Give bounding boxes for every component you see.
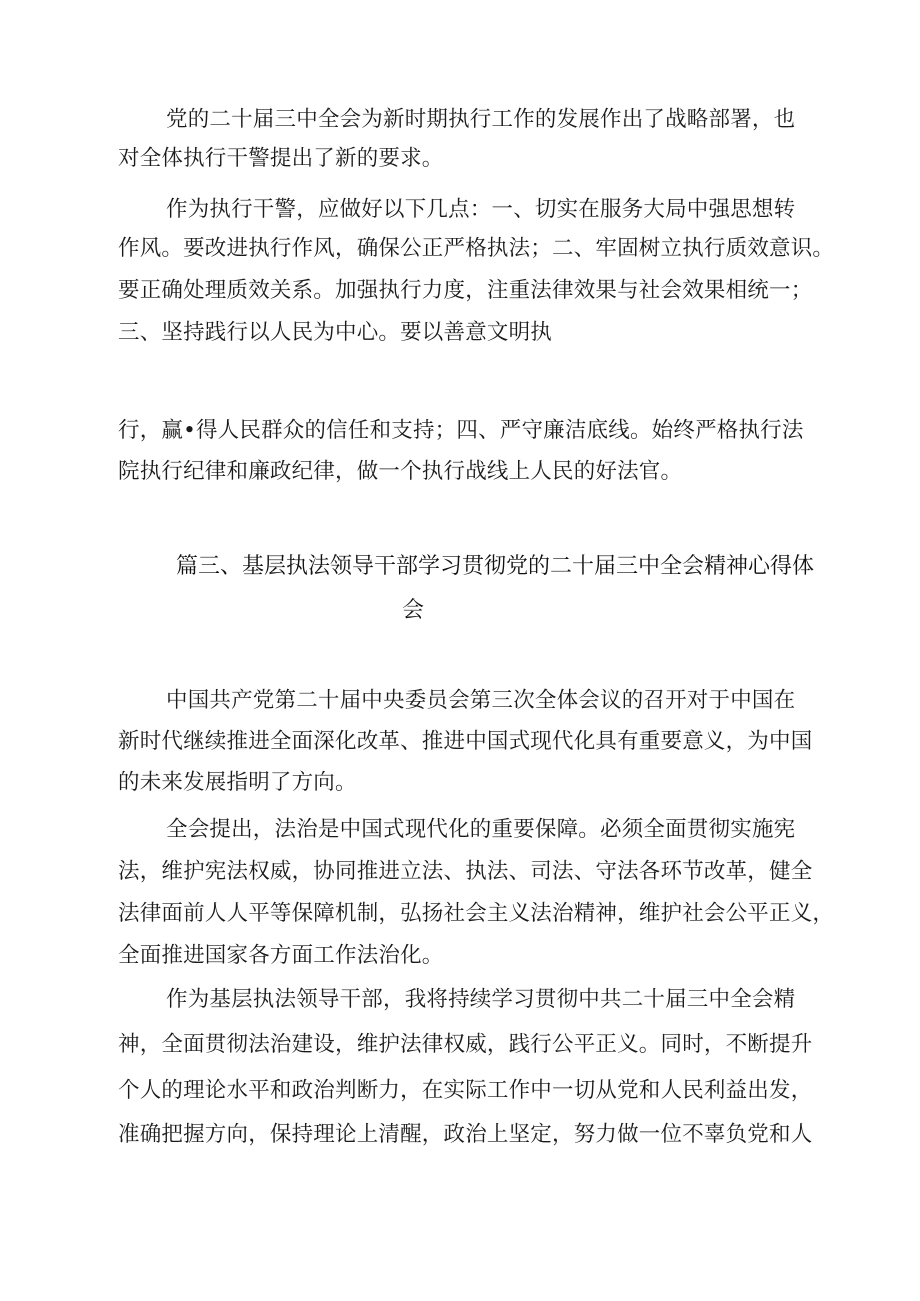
- section-heading: 篇三、基层执法领导干部学习贯彻党的二十届三中全会精神心得体: [176, 554, 815, 579]
- paragraph-line: 的未来发展指明了方向。: [118, 770, 357, 795]
- paragraph-line: 全面推进国家各方面工作法治化。: [118, 943, 444, 968]
- paragraph-line: 全会提出，法治是中国式现代化的重要保障。必须全面贯彻实施宪: [166, 817, 796, 842]
- section-heading: 会: [402, 598, 425, 623]
- paragraph-line: 党的二十届三中全会为新时期执行工作的发展作出了战略部署，也: [166, 107, 796, 132]
- paragraph-line: 法律面前人人平等保障机制，弘扬社会主义法治精神，维护社会公平正义，: [118, 901, 835, 926]
- paragraph-line: 行，赢•得人民群众的信任和支持；四、严守廉洁底线。始终严格执行法: [118, 418, 804, 443]
- paragraph-line: 新时代继续推进全面深化改革、推进中国式现代化具有重要意义，为中国: [118, 729, 813, 754]
- paragraph-line: 要正确处理质效关系。加强执行力度，注重法律效果与社会效果相统一；: [118, 278, 813, 303]
- paragraph-line: 中国共产党第二十届中央委员会第三次全体会议的召开对于中国在: [166, 688, 796, 713]
- paragraph-line: 三、坚持践行以人民为中心。要以善意文明执: [118, 320, 553, 345]
- paragraph-line: 院执行纪律和廉政纪律，做一个执行战线上人民的好法官。: [118, 459, 683, 484]
- paragraph-line: 法，维护宪法权威，协同推进立法、执法、司法、守法各环节改革，健全: [118, 859, 813, 884]
- paragraph-line: 作为执行干警，应做好以下几点：一、切实在服务大局中强思想转: [166, 197, 796, 222]
- paragraph-line: 准确把握方向，保持理论上清醒，政治上坚定，努力做一位不辜负党和人: [118, 1122, 813, 1147]
- paragraph-line: 作风。要改进执行作风，确保公正严格执法；二、牢固树立执行质效意识。: [118, 236, 835, 261]
- paragraph-line: 对全体执行干警提出了新的要求。: [118, 146, 444, 171]
- paragraph-line: 个人的理论水平和政治判断力，在实际工作中一切从党和人民利益出发，: [118, 1078, 813, 1103]
- paragraph-line: 作为基层执法领导干部，我将持续学习贯彻中共二十届三中全会精: [166, 987, 796, 1012]
- paragraph-line: 神，全面贯彻法治建设，维护法律权威，践行公平正义。同时，不断提升: [118, 1032, 813, 1057]
